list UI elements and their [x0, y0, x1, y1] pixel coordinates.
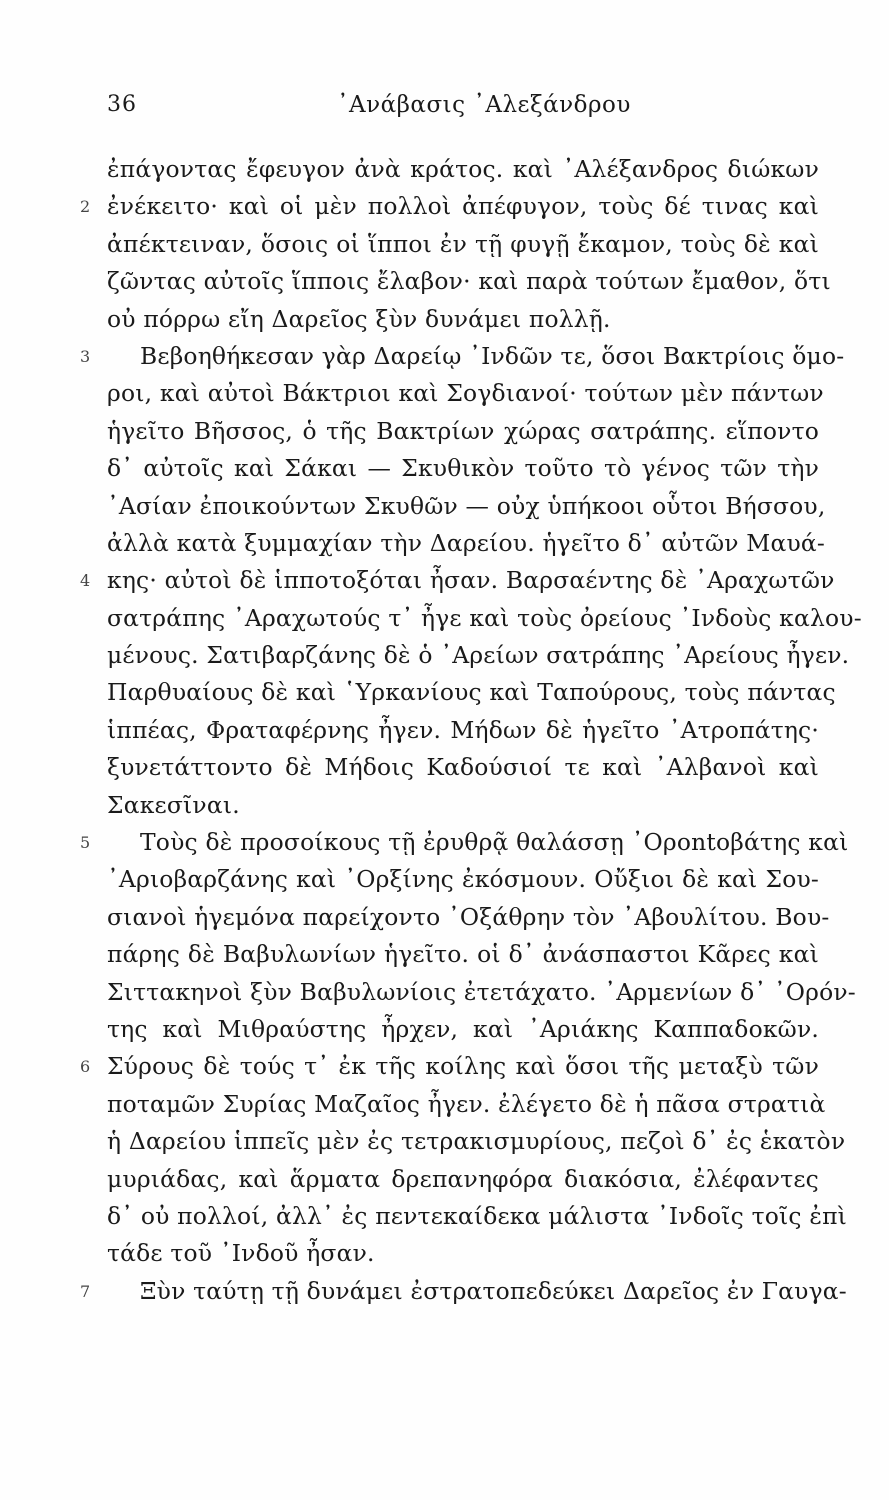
line-text: ποταμῶν Συρίας Μαζαῖος ἦγεν. ἐλέγετο δὲ ἡ πᾶσα στρατιὰ — [107, 1089, 826, 1118]
text-line — [0, 600, 889, 637]
page-header — [0, 92, 889, 122]
line-text: Παρθυαίους δὲ καὶ ῾Υρκανίους καὶ Ταπούρους, τοὺς πάντας — [107, 678, 836, 707]
line-text: δ᾿ αὐτοῖς καὶ Σάκαι — Σκυθικὸν τοῦτο τὸ γένος τῶν τὴν — [107, 454, 819, 483]
text-line — [0, 1011, 889, 1048]
page-number: 36 — [107, 92, 137, 117]
section-number: 6 — [80, 1057, 91, 1077]
line-text: πάρης δὲ Βαβυλωνίων ἡγεῖτο. οἱ δ᾿ ἀνάσπαστοι Κᾶρες καὶ — [107, 940, 819, 969]
text-line — [0, 413, 889, 450]
line-text: Βεβοηθήκεσαν γὰρ Δαρείῳ ᾿Ινδῶν τε, ὅσοι Βακτρίοις ὅμο- — [140, 341, 845, 370]
text-line — [0, 712, 889, 749]
text-line — [0, 226, 889, 263]
line-text: ᾿Ασίαν ἐποικούντων Σκυθῶν — οὐχ ὑπήκοοι οὗτοι Βήσσου, — [107, 491, 826, 520]
section-number: 4 — [80, 571, 91, 591]
line-text: ἐπάγοντας ἔφευγον ἀνὰ κράτος. καὶ ᾿Αλέξανδρος διώκων — [107, 155, 819, 183]
line-text: σατράπης ᾿Αραχωτούς τ᾿ ἦγε καὶ τοὺς ὀρείους ᾿Ινδοὺς καλου- — [107, 603, 862, 632]
line-text: οὐ πόρρω εἴη Δαρεῖος ξὺν δυνάμει πολλῇ. — [107, 304, 611, 333]
text-line — [0, 637, 889, 674]
body-text — [0, 151, 889, 1310]
text-line — [0, 899, 889, 936]
line-text: δ᾿ οὐ πολλοί, ἀλλ᾿ ἐς πεντεκαίδεκα μάλιστα ᾿Ινδοῖς τοῖς ἐπὶ — [107, 1201, 848, 1230]
text-line — [0, 375, 889, 412]
line-text: μυριάδας, καὶ ἅρματα δρεπανηφόρα διακόσια, ἐλέφαντες — [107, 1164, 819, 1193]
section-number: 3 — [80, 346, 91, 366]
text-line — [0, 861, 889, 898]
text-line — [0, 301, 889, 338]
text-line — [0, 450, 889, 487]
line-text: Σιττακηνοὶ ξὺν Βαβυλωνίοις ἐτετάχατο. ᾿Αρμενίων δ᾿ ᾿Ορόν- — [107, 977, 856, 1006]
text-line — [0, 1273, 889, 1310]
text-line — [0, 974, 889, 1011]
line-text: κης· αὐτοὶ δὲ ἱπποτοξόται ἦσαν. Βαρσαέντης δὲ ᾿Αραχωτῶν — [107, 566, 835, 595]
text-line — [0, 1235, 889, 1272]
line-text: Σακεσῖναι. — [107, 790, 240, 819]
text-line — [0, 1048, 889, 1085]
line-text: της καὶ Μιθραύστης ἦρχεν, καὶ ᾿Αριάκης Καππαδοκῶν. — [107, 1014, 819, 1043]
line-text: ἡγεῖτο Βῆσσος, ὁ τῆς Βακτρίων χώρας σατράπης. εἵποντο — [107, 416, 819, 445]
text-line — [0, 824, 889, 861]
text-line — [0, 562, 889, 599]
line-text: ἀπέκτειναν, ὅσοις οἱ ἵπποι ἐν τῇ φυγῇ ἔκαμον, τοὺς δὲ καὶ — [107, 229, 819, 258]
line-text: ἀλλὰ κατὰ ξυμμαχίαν τὴν Δαρείου. ἡγεῖτο δ᾿ αὐτῶν Μαυά- — [107, 528, 825, 557]
line-text: Τοὺς δὲ προσοίκους τῇ ἐρυθρᾷ θαλάσσῃ ᾿Ορontοβάτης καὶ — [140, 828, 849, 857]
text-line — [0, 188, 889, 225]
line-text: μένους. Σατιβαρζάνης δὲ ὁ ᾿Αρείων σατράπης ᾿Αρείους ἦγεν. — [107, 641, 850, 670]
text-line — [0, 263, 889, 300]
line-text: ἱππέας, Φραταφέρνης ἦγεν. Μήδων δὲ ἡγεῖτο ᾿Ατροπάτης· — [107, 715, 819, 744]
running-title: ᾿Ανάβασις ᾿Αλεξάνδρου — [337, 92, 631, 118]
line-text: τάδε τοῦ ᾿Ινδοῦ ἦσαν. — [107, 1239, 375, 1268]
text-line — [0, 749, 889, 786]
text-line — [0, 1161, 889, 1198]
text-line — [0, 525, 889, 562]
line-text: ἡ Δαρείου ἱππεῖς μὲν ἐς τετρακισμυρίους, πεζοὶ δ᾿ ἐς ἑκατὸν — [107, 1127, 846, 1156]
text-line — [0, 1123, 889, 1160]
text-line — [0, 1198, 889, 1235]
text-line — [0, 936, 889, 973]
text-line — [0, 1086, 889, 1123]
text-line — [0, 674, 889, 711]
line-text: σιανοὶ ἡγεμόνα παρείχοντο ᾿Οξάθρην τὸν ᾿Αβουλίτου. Βου- — [107, 902, 830, 931]
section-number: 5 — [80, 833, 91, 853]
text-line — [0, 338, 889, 375]
section-number: 7 — [80, 1281, 91, 1301]
line-text: ροι, καὶ αὐτοὶ Βάκτριοι καὶ Σογδιανοί· τούτων μὲν πάντων — [107, 379, 824, 408]
line-text: ζῶντας αὐτοῖς ἵπποις ἔλαβον· καὶ παρὰ τούτων ἔμαθον, ὅτι — [107, 267, 831, 296]
line-text: Σύρους δὲ τούς τ᾿ ἐκ τῆς κοίλης καὶ ὅσοι τῆς μεταξὺ τῶν — [107, 1052, 819, 1081]
line-text: Ξὺν ταύτῃ τῇ δυνάμει ἐστρατοπεδεύκει Δαρεῖος ἐν Γαυγα- — [140, 1276, 847, 1305]
text-line — [0, 787, 889, 824]
text-line — [0, 488, 889, 525]
section-number: 2 — [80, 197, 91, 217]
text-line — [0, 151, 889, 188]
line-text: ξυνετάττοντο δὲ Μήδοις Καδούσιοί τε καὶ ᾿Αλβανοὶ καὶ — [107, 753, 819, 782]
line-text: ᾿Αριοβαρζάνης καὶ ᾿Ορξίνης ἐκόσμουν. Οὔξιοι δὲ καὶ Σου- — [107, 865, 819, 894]
line-text: ἐνέκειτο· καὶ οἱ μὲν πολλοὶ ἀπέφυγον, τοὺς δέ τινας καὶ — [107, 192, 819, 221]
